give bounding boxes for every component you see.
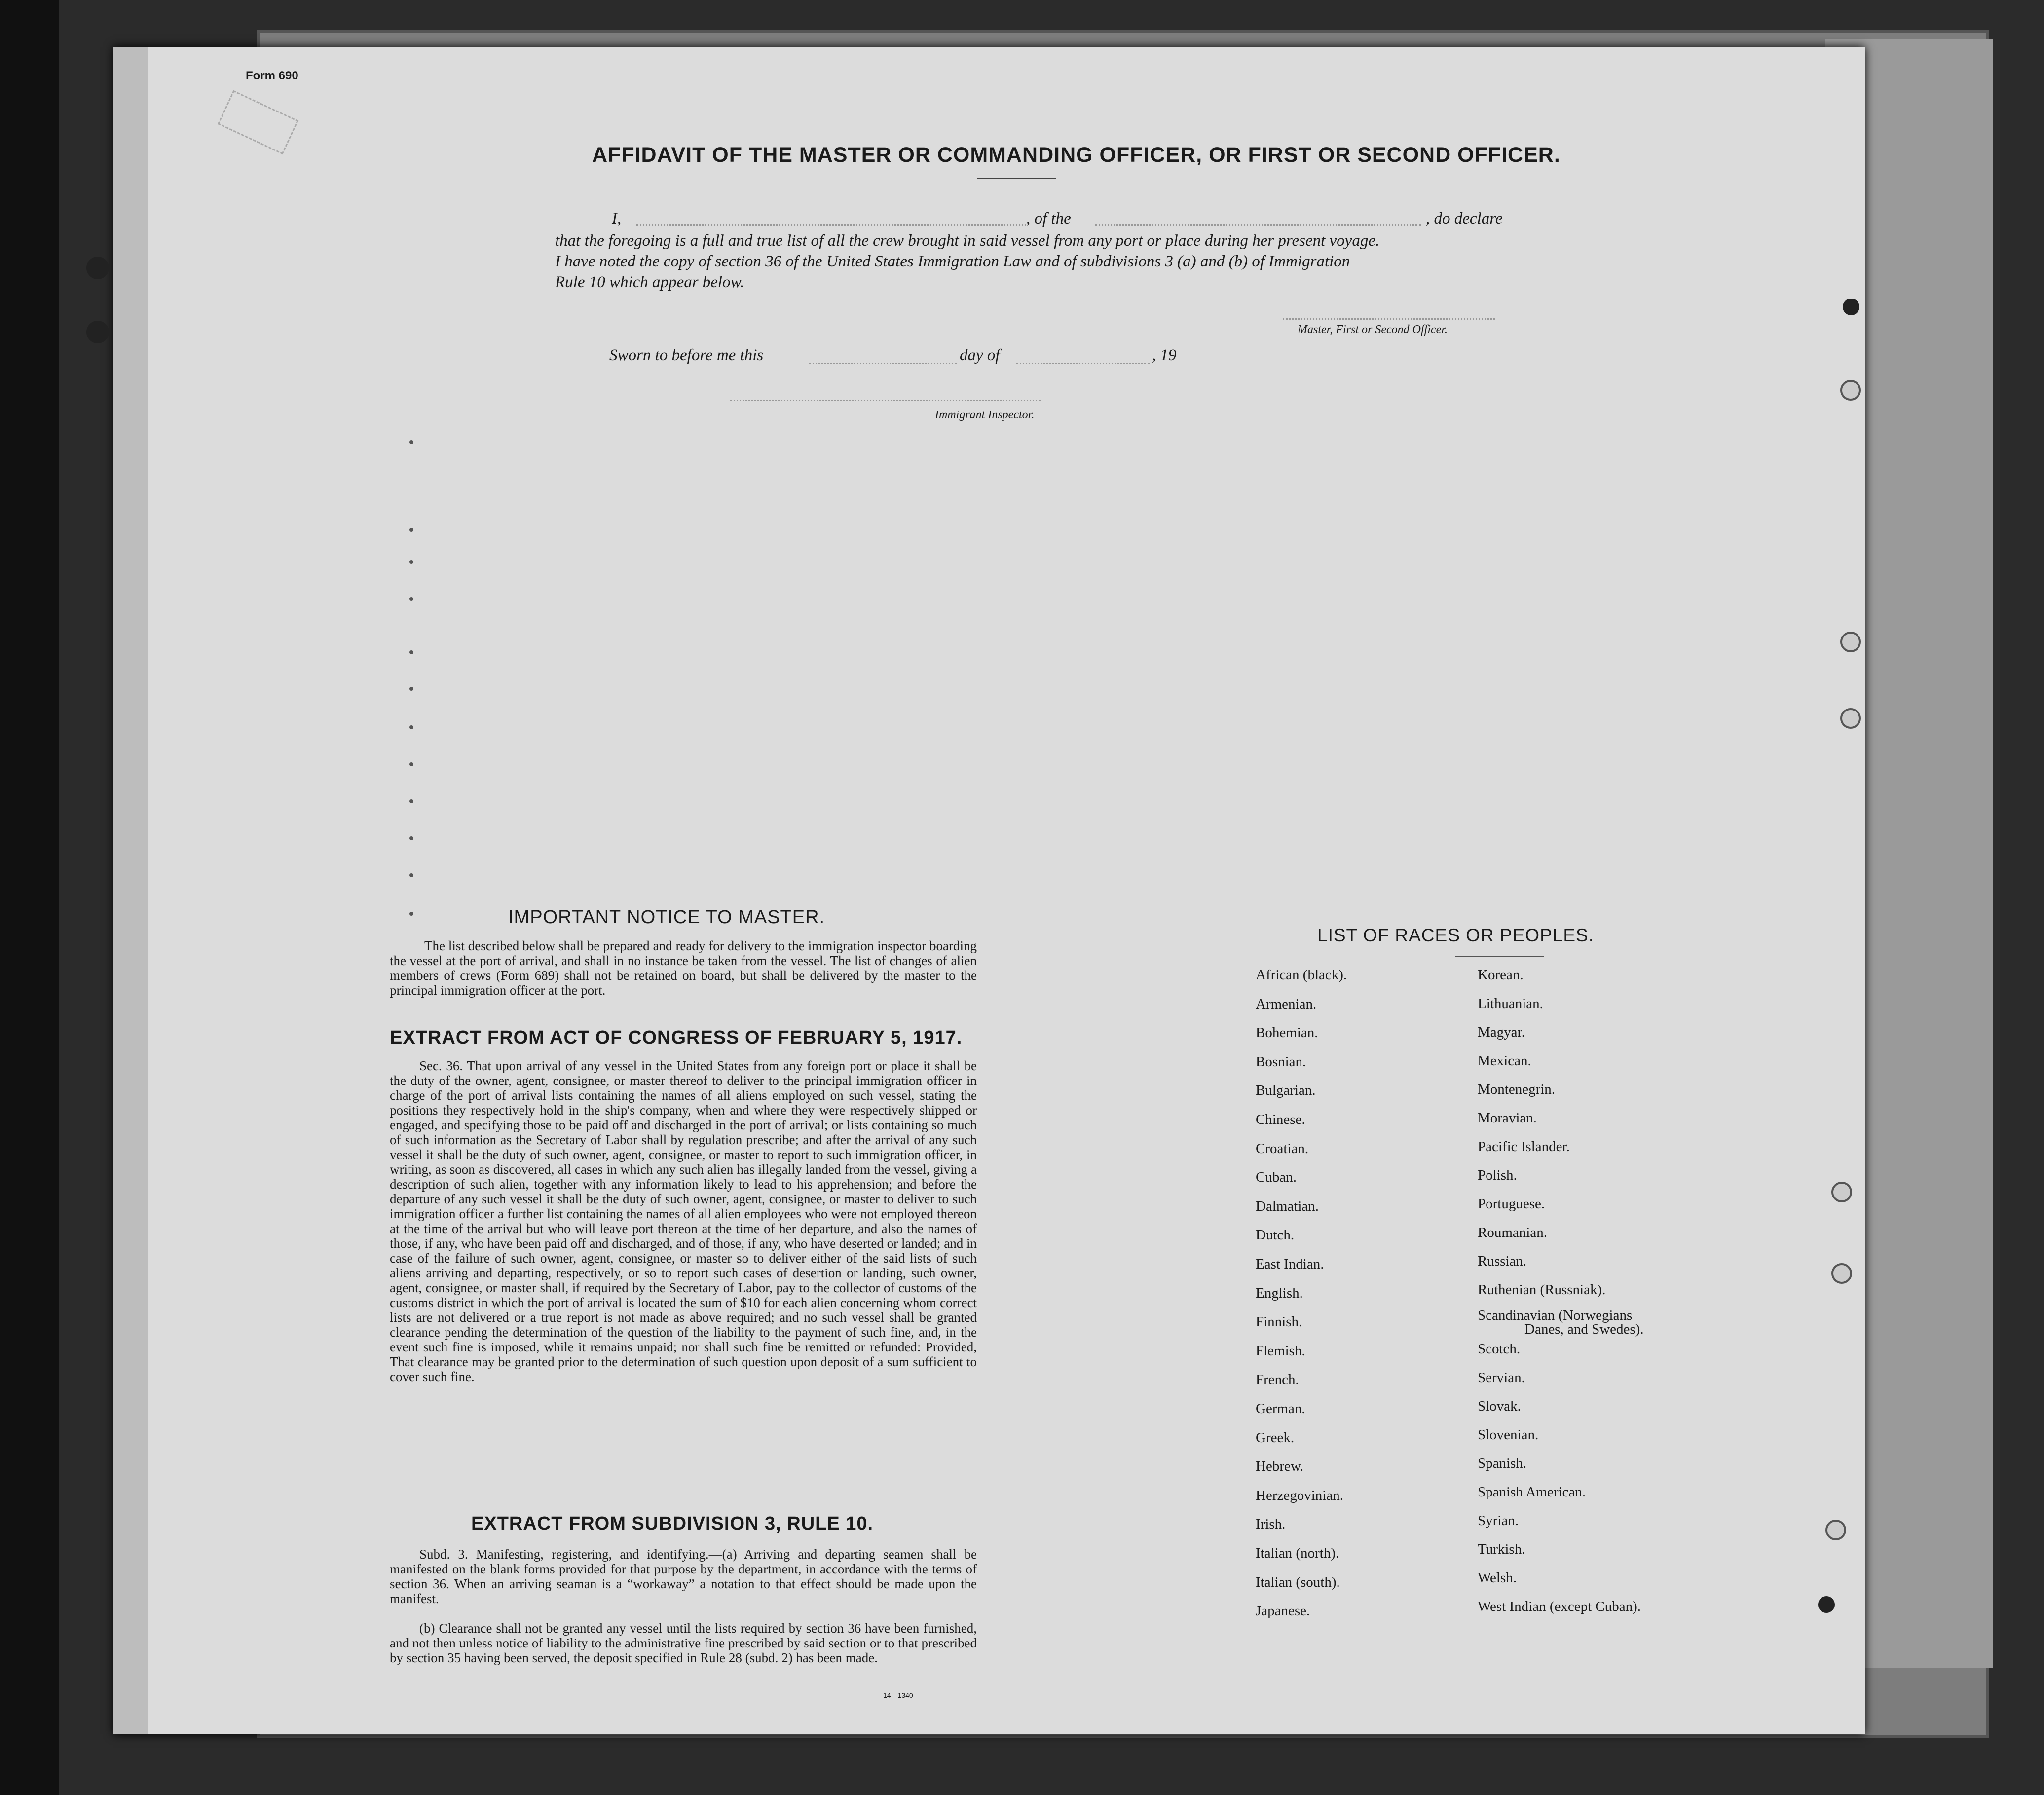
punch-hole-icon [1840,708,1861,729]
affidavit-line3: I have noted the copy of section 36 of the United States Immigration Law and of subdivisions 3 (a) and (b) of Immigration [555,253,1350,270]
margin-dot [409,799,413,803]
race-item: Cuban. [1256,1169,1297,1186]
master-signature-blank [1283,318,1495,320]
race-item: Bohemian. [1256,1025,1318,1041]
race-item: Bosnian. [1256,1053,1306,1070]
affidavit-of-the: , of the [1026,210,1071,227]
day-blank [809,363,957,364]
sworn-text: Sworn to before me this [609,346,764,364]
document-page [113,47,1865,1734]
margin-dot [409,650,413,654]
day-of-text: day of [960,346,1000,364]
month-blank [1016,363,1150,364]
race-item: Bulgarian. [1256,1083,1316,1099]
race-item: Japanese. [1256,1603,1310,1619]
margin-dot [409,725,413,729]
race-item: Flemish. [1256,1343,1305,1359]
race-item: Armenian. [1256,996,1317,1012]
race-item: Welsh. [1478,1570,1517,1586]
affidavit-title: AFFIDAVIT OF THE MASTER OR COMMANDING OFFICER, OR FIRST OR SECOND OFFICER. [592,143,1561,167]
inspector-signature-blank [730,400,1041,401]
race-item: Spanish. [1478,1456,1527,1471]
punch-hole-icon [1825,1520,1846,1540]
race-item: Syrian. [1478,1513,1519,1529]
rule-text-b: (b) Clearance shall not be granted any vessel until the lists required by section 36 have been furnished, and not then unless notice of liability to the administrative fine prescribed by said section or to that prescribed by section 35 having been served, the deposit specified in Rule 28 (subd. 2) has been made. [390,1621,977,1665]
race-item: Croatian. [1256,1140,1309,1157]
race-item: Servian. [1478,1370,1525,1385]
affidavit-line2: that the foregoing is a full and true list of all the crew brought in said vessel from any port or place during her present voyage. [555,232,1380,250]
race-item: Pacific Islander. [1478,1139,1570,1155]
race-item: Hebrew. [1256,1458,1304,1475]
margin-dot [409,836,413,840]
race-item: Italian (north). [1256,1545,1339,1561]
notice-text: The list described below shall be prepared and ready for delivery to the immigration inspector boarding the vessel at the port of arrival, and shall in no instance be taken from the vessel. The list of changes of alien members of crews (Form 689) shall not be retained on board, but shall be delivered by the master to the principal immigration officer at the port. [390,938,977,998]
race-item: Dutch. [1256,1227,1295,1243]
punch-hole-icon [1831,1182,1852,1202]
race-item: English. [1256,1285,1303,1301]
title-rule [977,178,1056,179]
print-code: 14—1340 [883,1691,913,1699]
margin-dot [409,873,413,877]
race-item: French. [1256,1372,1299,1388]
races-title: LIST OF RACES OR PEOPLES. [1317,925,1594,945]
race-item: Finnish. [1256,1314,1302,1330]
margin-dot [409,560,413,564]
margin-dot [409,762,413,766]
vessel-blank [1095,224,1421,226]
punch-hole-icon [1840,380,1861,401]
race-item: Scotch. [1478,1341,1521,1357]
race-item: Slovak. [1478,1398,1521,1414]
race-item: West Indian (except Cuban). [1478,1599,1641,1614]
year-text: , 19 [1152,346,1177,364]
name-blank [636,224,1026,226]
punch-hole-icon [1831,1263,1852,1284]
margin-dot [409,440,413,444]
race-item: Irish. [1256,1516,1286,1533]
race-item: Moravian. [1478,1110,1537,1126]
race-item: Spanish American. [1478,1484,1586,1500]
race-item: Montenegrin. [1478,1082,1556,1097]
race-item: German. [1256,1401,1305,1417]
affidavit-i: I, [612,210,622,227]
race-item: Lithuanian. [1478,996,1543,1011]
punch-hole-icon [1840,632,1861,652]
margin-dot [409,528,413,532]
race-item: Chinese. [1256,1112,1305,1127]
race-item: Russian. [1478,1253,1527,1269]
binder-hole-icon [86,321,109,343]
race-item: Herzegovinian. [1256,1487,1343,1503]
binder-hole-icon [86,257,109,279]
race-item: Roumanian. [1478,1225,1547,1240]
notice-title: IMPORTANT NOTICE TO MASTER. [508,907,825,928]
race-item: Scandinavian (Norwegians [1478,1308,1633,1323]
race-item: Mexican. [1478,1053,1531,1069]
race-item: Danes, and Swedes). [1524,1321,1644,1337]
form-number: Form 690 [246,69,298,82]
affidavit-line4: Rule 10 which appear below. [555,273,744,291]
margin-dot [409,687,413,691]
margin-dot [409,912,413,916]
race-item: Polish. [1478,1167,1517,1183]
race-item: African (black). [1256,967,1347,983]
race-item: Ruthenian (Russniak). [1478,1282,1606,1298]
races-rule [1455,956,1544,957]
binder-edge [0,0,59,1795]
race-item: Korean. [1478,967,1524,983]
race-item: Magyar. [1478,1024,1525,1040]
act-title: EXTRACT FROM ACT OF CONGRESS OF FEBRUARY 5, 1917. [390,1027,963,1048]
rule-text-a: Subd. 3. Manifesting, registering, and identifying.—(a) Arriving and departing seamen shall be manifested on the blank forms provided for that purpose by the department, in accordance with the terms of section 36. When an arriving seaman is a “workaway” a notation to that effect should be made upon the manifest. [390,1547,977,1606]
race-item: Dalmatian. [1256,1198,1319,1214]
binder-hole-icon [1843,299,1859,315]
binder-hole-icon [1818,1596,1835,1613]
race-item: Slovenian. [1478,1427,1539,1443]
page-left-margin [113,47,148,1734]
act-text: Sec. 36. That upon arrival of any vessel in the United States from any foreign port or place it shall be the duty of the owner, agent, consignee, or master thereof to deliver to the principal immigration officer in charge of the port of arrival lists containing the names of all aliens employed on such vessel, stating the positions they respectively hold in the ship's company, when and where they were respectively shipped or engaged, and specifying those to be paid off and discharged in the port of arrival; or lists containing so much of such information as the Secretary of Labor shall by regulation prescribe; and after the arrival of any such vessel it shall be the duty of such owner, agent, consignee, or master to report to such immigration officer, in writing, as soon as discovered, all cases in which any such alien has illegally landed from the vessel, giving a description of such alien, together with any information likely to lead to his apprehension; and before the departure of any such vessel it shall be the duty of such owner, agent, consignee, or master to deliver to such immigration officer a further list containing the names of all alien employees who were not employed thereon at the time of the arrival but who will leave port thereon at the time of her departure, and also the names of those, if any, who have been paid off and discharged, and of those, if any, who have deserted or landed; and in case of the failure of such owner, agent, consignee, or master so to deliver either of the said lists of such aliens arriving and departing, respectively, or so to report such cases of desertion or landing, such owner, agent, consignee, or master shall, if required by the Secretary of Labor, pay to the collector of customs of the customs district in which the port of arrival is located the sum of $10 for each alien concerning whom correct lists are not delivered or a true report is not made as above required; and no such vessel shall be granted clearance pending the determination of the question of the liability to the payment of such fine, and, in the event such fine is imposed, while it remains unpaid; nor shall such fine be remitted or refunded: Provided, That clearance may be granted prior to the determination of such question upon deposit of a sum sufficient to cover such fine. [390,1058,977,1384]
race-item: East Indian. [1256,1256,1324,1272]
race-item: Italian (south). [1256,1574,1340,1590]
margin-dot [409,597,413,601]
inspector-label: Immigrant Inspector. [935,409,1035,421]
master-label: Master, First or Second Officer. [1298,323,1448,336]
rule-title: EXTRACT FROM SUBDIVISION 3, RULE 10. [471,1513,874,1534]
race-item: Turkish. [1478,1541,1525,1557]
race-item: Greek. [1256,1429,1295,1446]
race-item: Portuguese. [1478,1196,1545,1212]
affidavit-declare: , do declare [1426,210,1503,227]
